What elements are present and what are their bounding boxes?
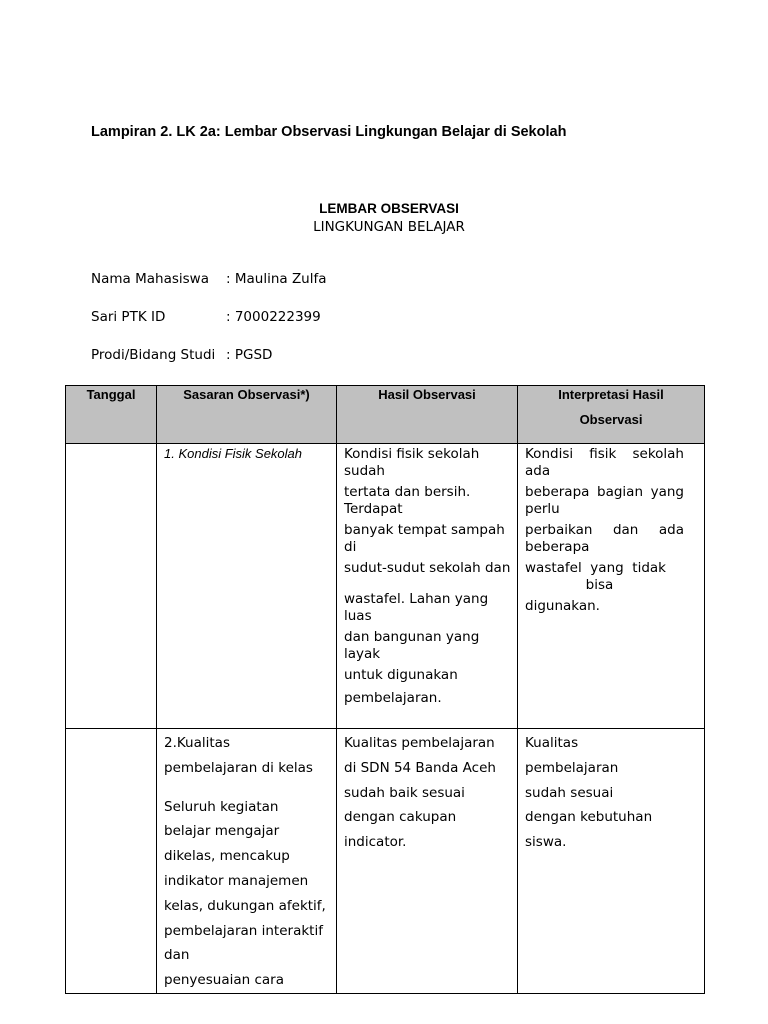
cell-tanggal-1 [66,444,157,729]
text-line: sudah sesuai [525,784,614,801]
interpretasi-2-text [518,729,704,855]
text-line: di SDN 54 Banda Aceh [344,759,496,776]
text-line: sudah baik sesuai [344,784,465,801]
text-line: dengan kebutuhan [525,809,653,826]
text-line: pembelajaran interaktif [164,922,323,939]
info-prodi-value: : PGSD [226,347,273,363]
page-heading: Lampiran 2. LK 2a: Lembar Observasi Lingkungan Belajar di Sekolah [91,124,567,140]
text-line: dan [164,947,190,964]
text-line: beberapa bagian yang perlu [525,484,684,517]
document-title: LEMBAR OBSERVASI [319,201,459,216]
info-nama [91,271,327,287]
text-line: perbaikan dan ada beberapa [525,522,684,555]
text-line: Seluruh kegiatan [164,798,279,815]
text-line: dikelas, mencakup [164,848,290,865]
text-line: dengan cakupan [344,809,457,826]
info-ptk-value: : 7000222399 [226,309,321,325]
cell-sasaran-2 [157,729,337,994]
text-line: wastafel yang tidak [525,560,666,576]
text-line: dan bangunan yang layak [344,629,480,662]
text-line: sudut-sudut sekolah dan [344,560,511,576]
info-prodi [91,347,272,363]
text-line: Kualitas [525,735,579,751]
cell-sasaran-1 [157,444,337,729]
text-line: penyesuaian cara [164,972,284,989]
sasaran-2-text [157,729,336,993]
text-line: 2.Kualitas [164,735,230,751]
text-line: Kondisi fisik sekolah ada [525,446,684,479]
text-line: indikator manajemen [164,872,309,889]
header-hasil: Hasil Observasi [337,386,518,444]
text-line: tertata dan bersih. Terdapat [344,484,471,517]
text-line: pembelajaran di kelas [164,759,313,776]
text-line: indicator. [344,834,407,851]
table-header-row [66,386,705,444]
header-sasaran: Sasaran Observasi*) [157,386,337,444]
text-line: pembelajaran [525,759,619,776]
text-line: Kondisi fisik sekolah sudah [344,446,480,479]
text-line: banyak tempat sampah di [344,522,505,555]
text-line: untuk digunakan [344,667,458,683]
info-nama-label: Nama Mahasiswa [91,271,209,287]
cell-interpretasi-2 [518,729,705,994]
text-line: digunakan. [525,598,600,614]
info-ptk [91,309,321,325]
observation-table [65,385,705,994]
hasil-1-text [337,444,517,707]
text-line: Kualitas pembelajaran [344,735,495,751]
table-row [66,444,705,729]
header-tanggal: Tanggal [66,386,157,444]
sasaran-1-text: 1. Kondisi Fisik Sekolah [164,446,303,461]
cell-hasil-2 [337,729,518,994]
info-prodi-label: Prodi/Bidang Studi [91,347,216,363]
info-nama-value: : Maulina Zulfa [226,271,327,287]
text-line: bisa [585,577,614,593]
text-line: siswa. [525,834,567,851]
header-interpretasi-line1: Interpretasi Hasil [558,387,664,402]
cell-tanggal-2 [66,729,157,994]
cell-hasil-1 [337,444,518,729]
document-subtitle: LINGKUNGAN BELAJAR [313,219,465,235]
table-row [66,729,705,994]
text-line: pembelajaran. [344,690,442,706]
text-line: kelas, dukungan afektif, [164,897,326,914]
info-ptk-label: Sari PTK ID [91,309,166,325]
interpretasi-1-text [518,444,704,615]
hasil-2-text [337,729,517,855]
cell-interpretasi-1 [518,444,705,729]
text-line: wastafel. Lahan yang luas [344,591,489,624]
text-line: belajar mengajar [164,823,280,840]
header-interpretasi [518,386,705,444]
header-interpretasi-line2: Observasi [579,412,643,427]
